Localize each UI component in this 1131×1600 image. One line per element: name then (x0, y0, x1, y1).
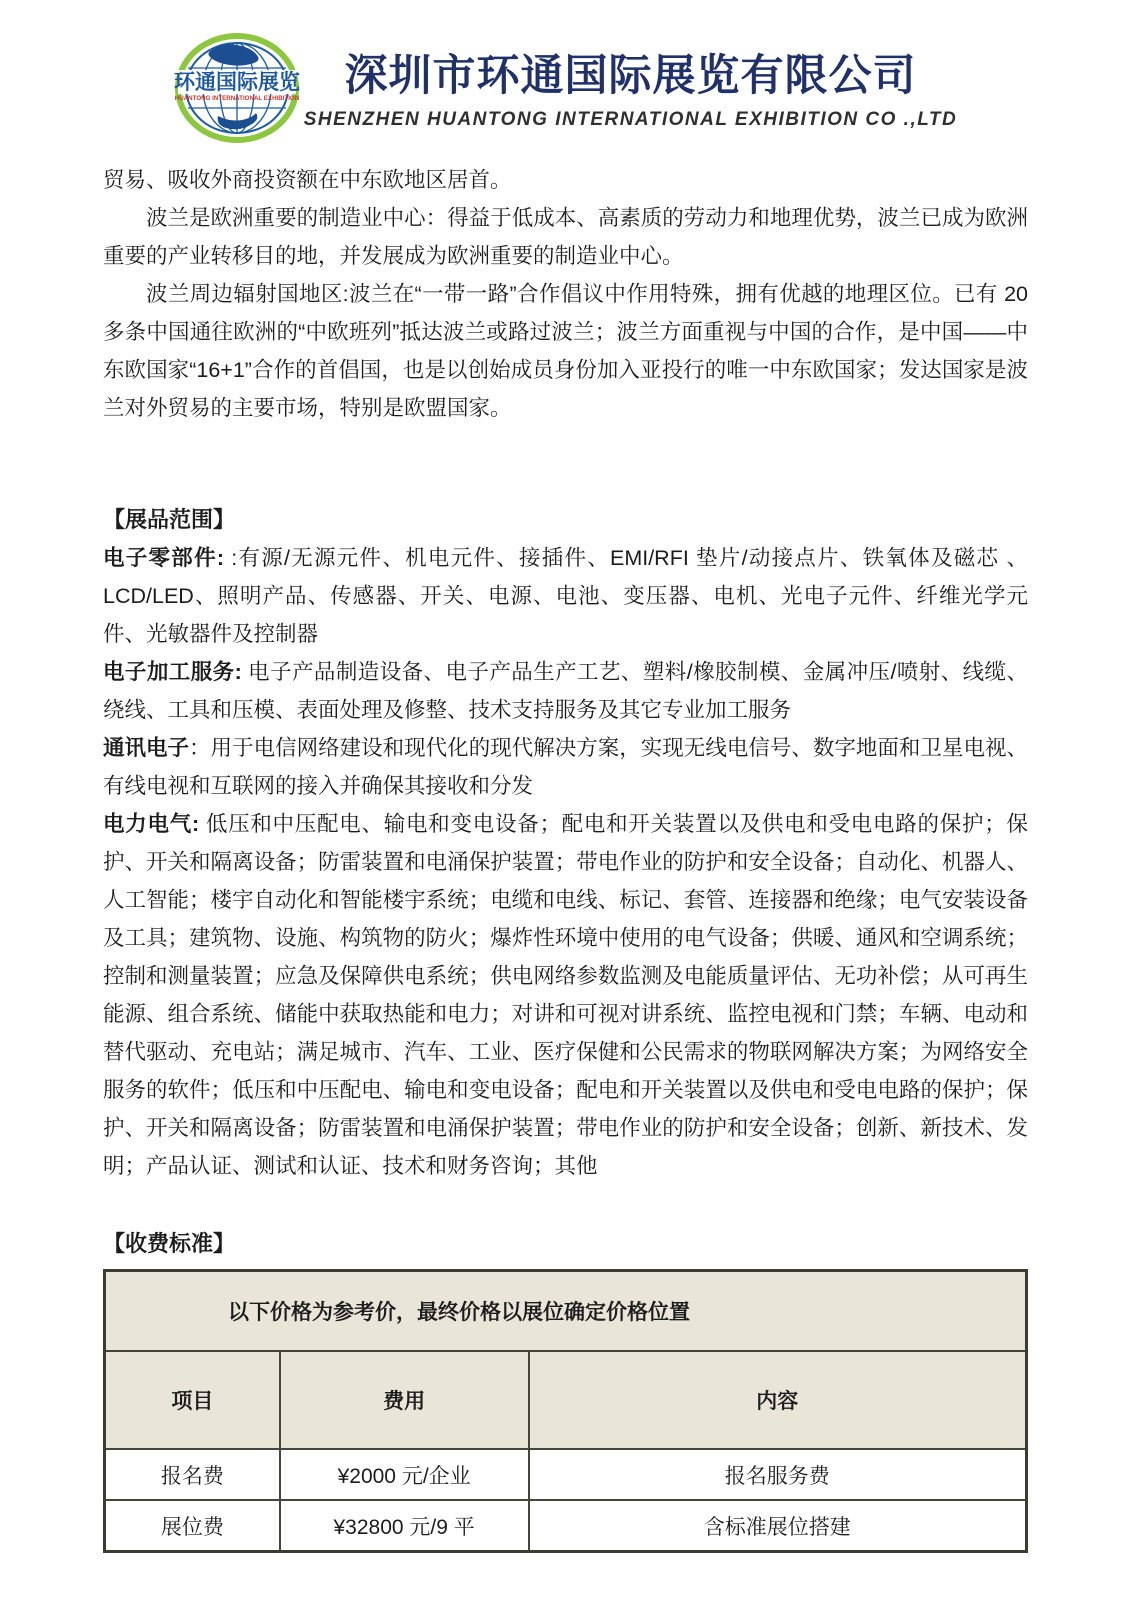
fees-col-header-content: 内容 (529, 1351, 1027, 1449)
fees-row-booth (105, 1500, 1027, 1552)
scope-item-components-text: :有源/无源元件、机电元件、接插件、EMI/RFI 垫片/动接点片、铁氧体及磁芯 、LCD/LED、照明产品、传感器、开关、电源、电池、变压器、电机、光电子元件、纤维光学元件、光敏器件及控制器 (103, 546, 1028, 646)
fees-cell-content: 含标准展位搭建 (529, 1500, 1027, 1552)
scope-item-telecom (103, 729, 1028, 805)
fees-col-header-item: 项目 (105, 1351, 280, 1449)
company-name-cn: 深圳市环通国际展览有限公司 (344, 51, 917, 100)
section-heading-fees: 【收费标准】 (103, 1231, 236, 1256)
fees-note-row (105, 1271, 1027, 1352)
fees-cell-item: 展位费 (105, 1500, 280, 1552)
logo-en-text: HUANTONG INTERNATIONAL EXHIBITION (174, 95, 299, 102)
intro-paragraph-2: 波兰是欧洲重要的制造业中心：得益于低成本、高素质的劳动力和地理优势，波兰已成为欧洲重要的产业转移目的地，并发展成为欧洲重要的制造业中心。 (103, 206, 1028, 268)
scope-item-telecom-label: 通讯电子 (103, 736, 190, 760)
fees-col-header-cost: 费用 (280, 1351, 529, 1449)
company-name-en: SHENZHEN HUANTONG INTERNATIONAL EXHIBITION CO .,LTD (303, 109, 958, 131)
company-logo (174, 32, 300, 151)
document-body (103, 161, 1028, 1553)
intro-paragraph-3: 波兰周边辐射国地区:波兰在“一带一路”合作倡议中作用特殊，拥有优越的地理区位。已有 20 多条中国通往欧洲的“中欧班列”抵达波兰或路过波兰；波兰方面重视与中国的合作，是中国——中东欧国家“16+1”合作的首倡国，也是以创始成员身份加入亚投行的唯一中东欧国家；发达国家是波兰对外贸易的主要市场，特别是欧盟国家。 (103, 282, 1028, 420)
fees-row-registration (105, 1449, 1027, 1500)
scope-item-processing (103, 653, 1028, 729)
scope-item-power (103, 805, 1028, 1185)
globe-icon (174, 32, 300, 146)
scope-item-power-label: 电力电气: (103, 812, 200, 836)
fees-cell-cost: ¥32800 元/9 平 (280, 1500, 529, 1552)
intro-paragraph-1: 贸易、吸收外商投资额在中东欧地区居首。 (103, 168, 512, 192)
scope-item-components (103, 539, 1028, 653)
fees-note-cell: 以下价格为参考价，最终价格以展位确定价格位置 (105, 1271, 1027, 1352)
company-title-block (304, 52, 958, 131)
scope-item-telecom-text: ：用于电信网络建设和现代化的现代解决方案，实现无线电信号、数字地面和卫星电视、有线电视和互联网的接入并确保其接收和分发 (103, 736, 1028, 798)
section-heading-scope: 【展品范围】 (103, 507, 236, 532)
scope-item-components-label: 电子零部件: (103, 546, 224, 570)
fees-cell-content: 报名服务费 (529, 1449, 1027, 1500)
company-header (103, 32, 1028, 151)
fees-header-row (105, 1351, 1027, 1449)
fees-table (103, 1269, 1028, 1553)
fees-cell-item: 报名费 (105, 1449, 280, 1500)
fees-cell-cost: ¥2000 元/企业 (280, 1449, 529, 1500)
scope-item-processing-label: 电子加工服务: (103, 660, 242, 684)
logo-cn-text: 环通国际展览 (173, 71, 300, 94)
scope-item-processing-text: 电子产品制造设备、电子产品生产工艺、塑料/橡胶制模、金属冲压/喷射、线缆、绕线、工具和压模、表面处理及修整、技术支持服务及其它专业加工服务 (103, 660, 1028, 722)
scope-item-power-text: 低压和中压配电、输电和变电设备；配电和开关装置以及供电和受电电路的保护；保护、开关和隔离设备；防雷装置和电涌保护装置；带电作业的防护和安全设备；自动化、机器人、人工智能；楼宇自动化和智能楼宇系统；电缆和电线、标记、套管、连接器和绝缘；电气安装设备及工具；建筑物、设施、构筑物的防火；爆炸性环境中使用的电气设备；供暖、通风和空调系统；控制和测量装置；应急及保障供电系统；供电网络参数监测及电能质量评估、无功补偿；从可再生能源、组合系统、储能中获取热能和电力；对讲和可视对讲系统、监控电视和门禁；车辆、电动和替代驱动、充电站；满足城市、汽车、工业、医疗保健和公民需求的物联网解决方案；为网络安全服务的软件；低压和中压配电、输电和变电设备；配电和开关装置以及供电和受电电路的保护；保护、开关和隔离设备；防雷装置和电涌保护装置；带电作业的防护和安全设备；创新、新技术、发明；产品认证、测试和认证、技术和财务咨询；其他 (103, 812, 1028, 1178)
